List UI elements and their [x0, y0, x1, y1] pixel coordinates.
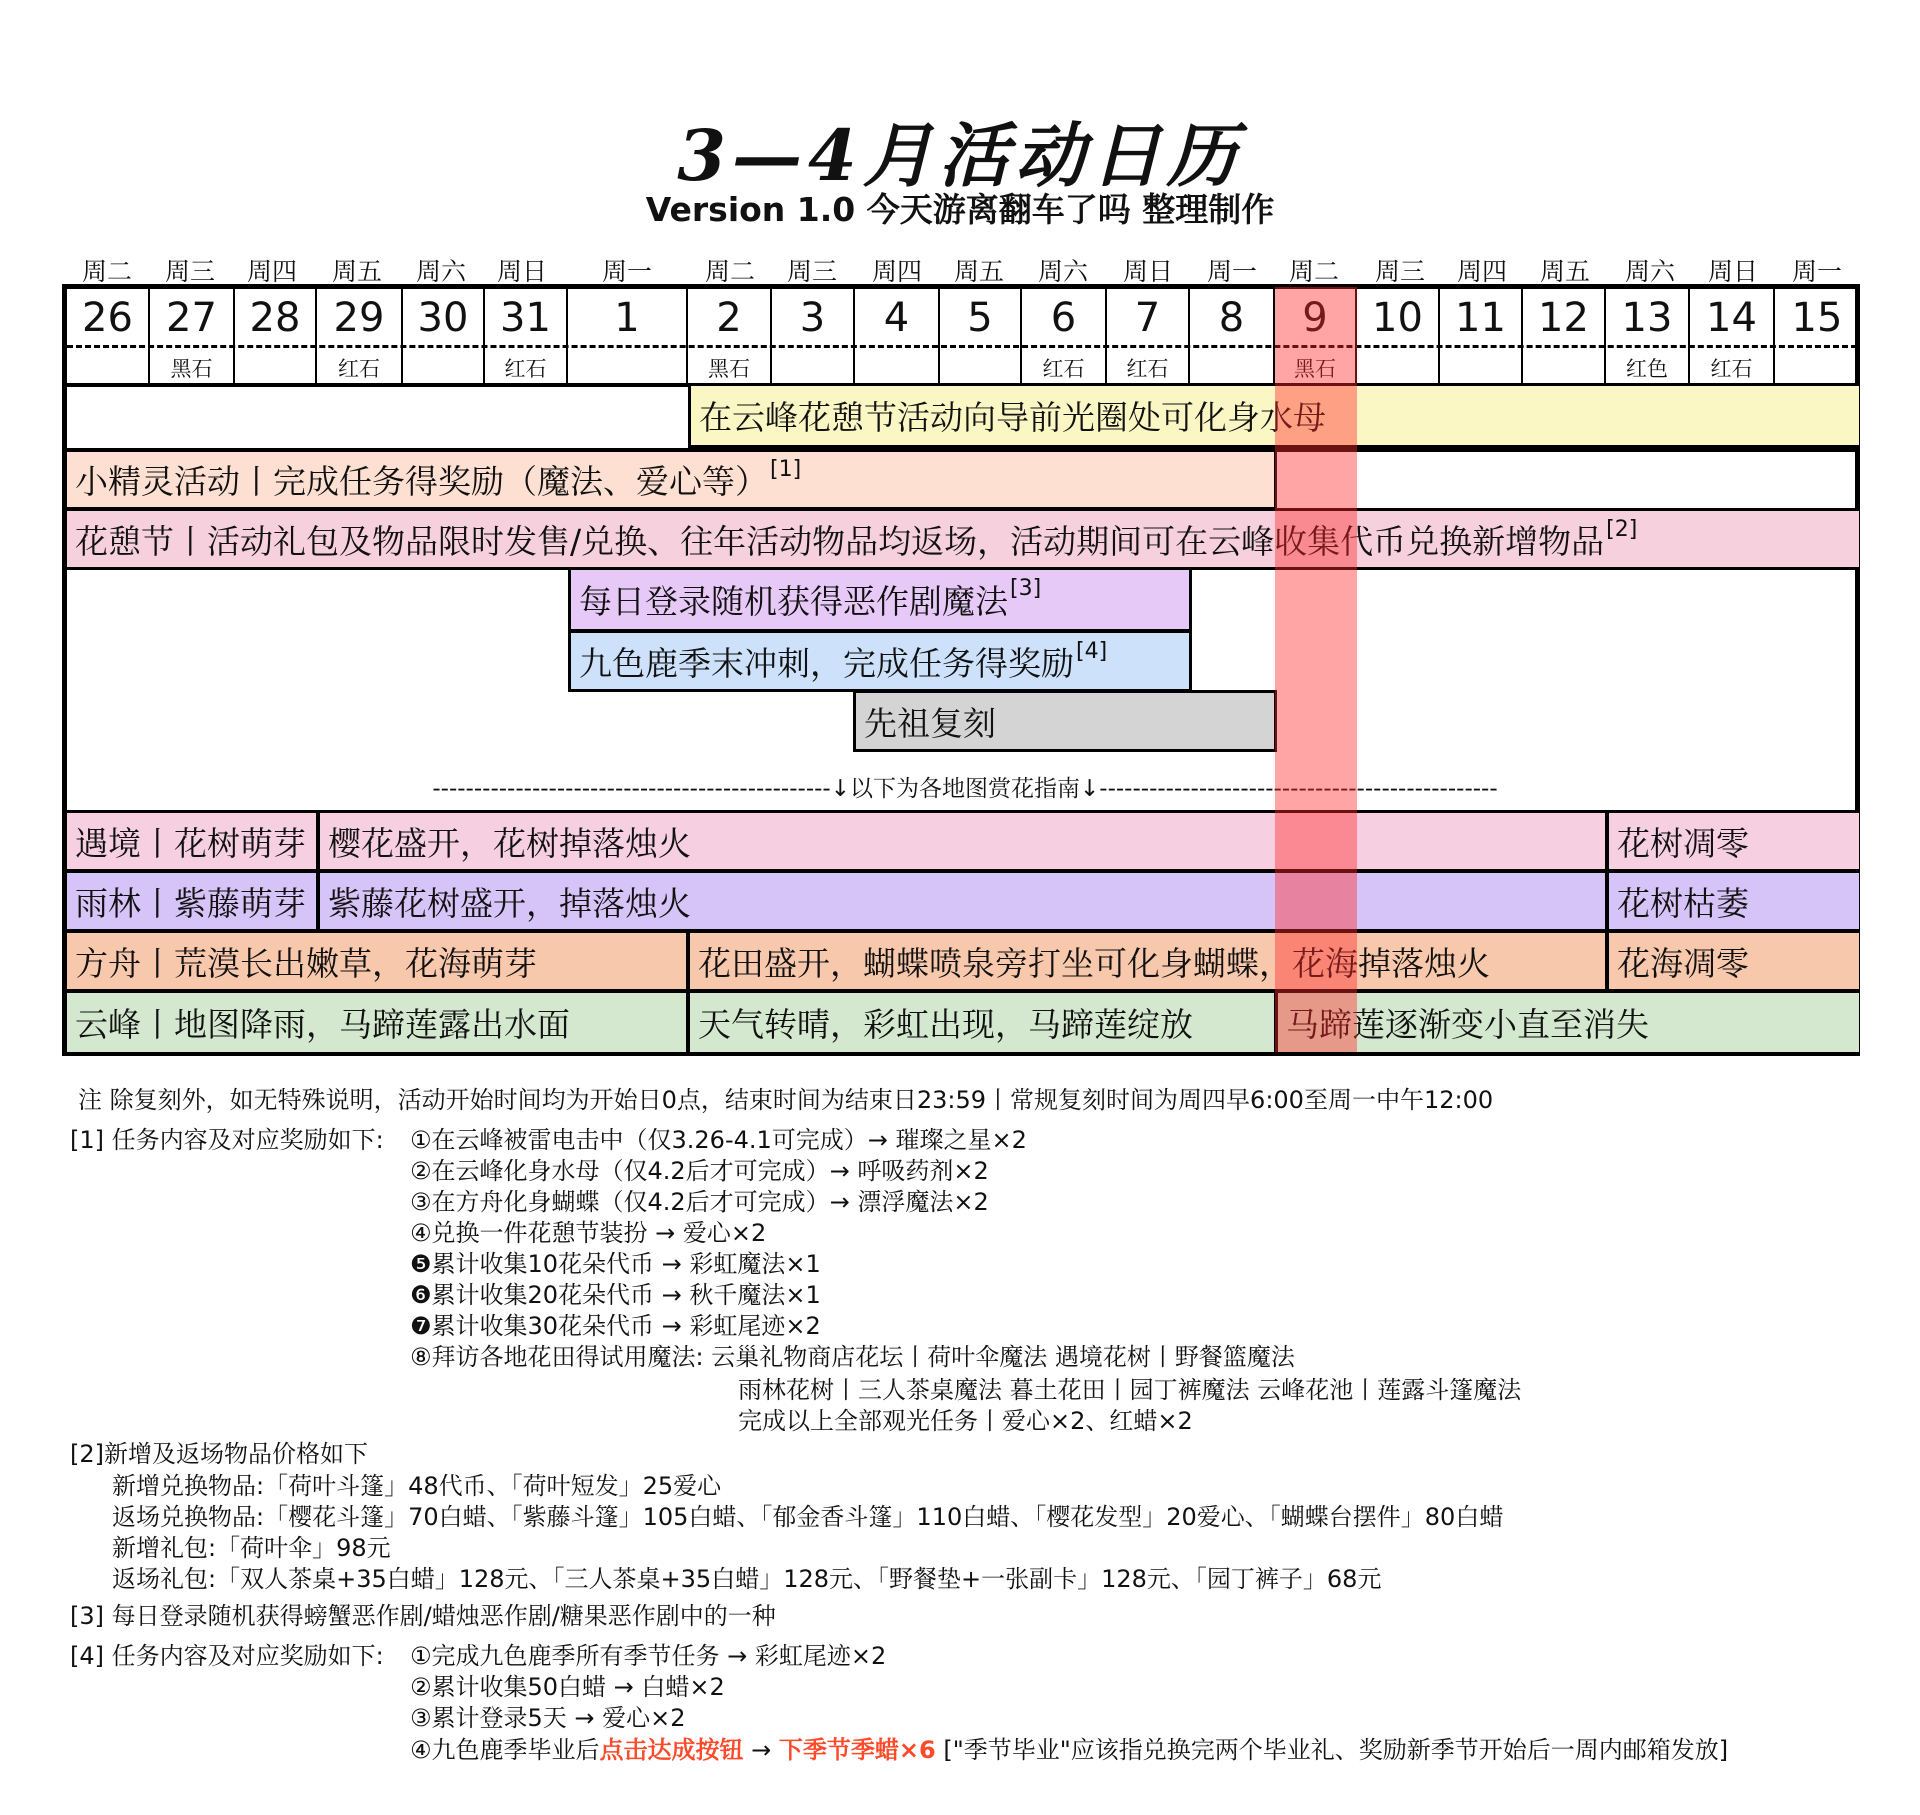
date-number: 5: [967, 295, 993, 341]
footnote-item: ③在方舟化身蝴蝶（仅4.2后才可完成）→ 漂浮魔法×2: [410, 1188, 989, 1216]
date-divider: [67, 345, 1857, 348]
footnote-4-item-text: ④九色鹿季毕业后: [410, 1736, 600, 1764]
weekday-label: 周二: [1288, 257, 1339, 286]
stone-label: 黑石: [708, 357, 750, 381]
event-deer-label: 九色鹿季末冲刺，完成任务得奖励: [579, 643, 1074, 683]
weekday-label: 周二: [81, 257, 132, 286]
weekday-label: 周日: [1122, 257, 1173, 286]
weekday-label: 周一: [1206, 257, 1257, 286]
weekday-label: 周五: [953, 257, 1004, 286]
forest-phase-1-label: 雨林丨紫藤萌芽: [75, 883, 306, 923]
date-cell: [772, 287, 855, 383]
footnote-4-heading: [4] 任务内容及对应奖励如下:: [70, 1642, 384, 1670]
row-rule: [67, 448, 1857, 452]
forest-phase-2-label: 紫藤花树盛开，掉落烛火: [328, 883, 691, 923]
footnote-1-continuation: 雨林花树丨三人茶桌魔法 暮土花田丨园丁裤魔法 云峰花池丨莲露斗篷魔法: [738, 1376, 1522, 1404]
date-cell: [67, 287, 150, 383]
forest-phase-3: [1606, 870, 1859, 932]
date-cell: [1190, 287, 1275, 383]
date-number: 9: [1302, 295, 1328, 341]
weekday-label: 周四: [1456, 257, 1507, 286]
footnote-item: ③累计登录5天 → 爱心×2: [410, 1704, 686, 1732]
prairie-phase-3-label: 花树凋零: [1617, 823, 1749, 863]
isle-phase-3-label: 马蹄莲逐渐变小直至消失: [1286, 1005, 1649, 1044]
event-festival: [67, 508, 1859, 570]
event-prank-ref: [3]: [1010, 576, 1042, 601]
date-number: 13: [1621, 295, 1673, 341]
footnote-item: ④兑换一件花憩节装扮 → 爱心×2: [410, 1219, 767, 1247]
footnote-item: ⑧拜访各地花田得试用魔法: 云巢礼物商店花坛丨荷叶伞魔法 遇境花树丨野餐篮魔法: [410, 1343, 1295, 1371]
event-deer-ref: [4]: [1076, 639, 1108, 664]
wasteland-phase-1-label: 方舟丨荒漠长出嫩草，花海萌芽: [75, 943, 537, 983]
weekday-label: 周四: [246, 257, 297, 286]
weekday-label: 周六: [1037, 257, 1088, 286]
isle-phase-3: [1275, 990, 1859, 1052]
date-number: 27: [166, 295, 217, 341]
footnote-item: ❻累计收集20花朵代币 → 秋千魔法×1: [410, 1281, 821, 1309]
footnote-4-arrow: →: [743, 1736, 779, 1764]
date-number: 30: [417, 295, 469, 341]
stone-label: 红石: [1126, 357, 1169, 381]
event-ancestor: [853, 690, 1277, 752]
date-cell: [1440, 287, 1523, 383]
prairie-phase-2: [317, 810, 1608, 872]
weekday-label: 周五: [1539, 257, 1590, 286]
prairie-phase-1: [67, 810, 319, 872]
weekday-label: 周三: [164, 257, 215, 286]
date-cell: [403, 287, 485, 383]
date-number: 26: [82, 295, 133, 341]
date-number: 6: [1050, 295, 1077, 341]
wasteland-phase-3-label: 花海凋零: [1617, 943, 1749, 983]
weekday-label: 周日: [1707, 257, 1758, 286]
date-number: 4: [883, 295, 910, 341]
footnote-item: ②累计收集50白蜡 → 白蜡×2: [410, 1673, 725, 1701]
date-cell: [485, 287, 568, 383]
event-spirit: [67, 448, 1277, 510]
footnote-item: ②在云峰化身水母（仅4.2后才可完成）→ 呼吸药剂×2: [410, 1157, 989, 1185]
forest-phase-2: [317, 870, 1608, 932]
stone-label: 红石: [1710, 357, 1753, 381]
date-cell: [940, 287, 1022, 383]
prairie-phase-1-label: 遇境丨花树萌芽: [75, 823, 306, 863]
date-number: 2: [716, 295, 742, 341]
footnote-4-item: [410, 1730, 1728, 1765]
footnote-item: 新增礼包:「荷叶伞」98元: [112, 1534, 391, 1562]
event-festival-ref: [2]: [1606, 517, 1638, 542]
isle-phase-1: [67, 990, 689, 1052]
stone-label: 红石: [504, 357, 547, 381]
date-number: 8: [1218, 295, 1245, 341]
date-cell: [1022, 287, 1107, 383]
date-number: 14: [1706, 295, 1757, 341]
event-spirit-label: 小精灵活动丨完成任务得奖励（魔法、爱心等）: [75, 461, 768, 501]
date-cell: [150, 287, 235, 383]
footnote-item: 返场礼包:「双人茶桌+35白蜡」128元、「三人茶桌+35白蜡」128元、「野餐垫+一张副卡」128元、「园丁裤子」68元: [112, 1565, 1382, 1593]
footnote-item: 新增兑换物品:「荷叶斗篷」48代币、「荷叶短发」25爱心: [112, 1472, 722, 1500]
wasteland-phase-2-label: 花田盛开，蝴蝶喷泉旁打坐可化身蝴蝶，花海掉落烛火: [698, 943, 1490, 983]
date-cell: [317, 287, 403, 383]
event-festival-label: 花憩节丨活动礼包及物品限时发售/兑换、往年活动物品均返场，活动期间可在云峰收集代币兑换新增物品: [75, 521, 1605, 561]
event-spirit-ref: [1]: [770, 457, 802, 482]
forest-phase-1: [67, 870, 319, 932]
wasteland-phase-2: [687, 930, 1608, 992]
forest-phase-3-label: 花树枯萎: [1617, 883, 1749, 923]
weekday-label: 周三: [1374, 257, 1425, 286]
event-deer: [568, 630, 1192, 692]
footnote-item: ❼累计收集30花朵代币 → 彩虹尾迹×2: [410, 1312, 821, 1340]
date-cell: [1357, 287, 1440, 383]
isle-phase-2: [687, 990, 1277, 1052]
date-number: 3: [799, 295, 826, 341]
date-cell: [1606, 287, 1690, 383]
weekday-label: 周四: [871, 257, 922, 286]
weekday-label: 周一: [1791, 257, 1842, 286]
event-jellyfish: [688, 386, 1859, 448]
wasteland-phase-1: [67, 930, 689, 992]
stone-label: 红石: [1042, 357, 1085, 381]
prairie-phase-2-label: 樱花盛开，花树掉落烛火: [328, 823, 691, 863]
event-prank-label: 每日登录随机获得恶作剧魔法: [579, 582, 1008, 621]
general-note: 注 除复刻外，如无特殊说明，活动开始时间均为开始日0点，结束时间为结束日23:59丨常规复刻时间为周四早6:00至周一中午12:00: [78, 1086, 1494, 1114]
footnote-item: ①在云峰被雷电击中（仅3.26-4.1可完成）→ 璀璨之星×2: [410, 1126, 1027, 1154]
footnote-3: [3] 每日登录随机获得螃蟹恶作剧/蜡烛恶作剧/糖果恶作剧中的一种: [70, 1602, 776, 1630]
date-cell: [568, 287, 688, 383]
date-cell: [1690, 287, 1775, 383]
isle-phase-2-label: 天气转晴，彩虹出现，马蹄莲绽放: [698, 1005, 1193, 1044]
date-cell: [855, 287, 940, 383]
stone-label: 红石: [338, 357, 380, 381]
footnote-1-heading: [1] 任务内容及对应奖励如下:: [70, 1126, 384, 1154]
date-cell: [235, 287, 317, 383]
footnote-2-heading: [2]新增及返场物品价格如下: [70, 1440, 368, 1468]
weekday-label: 周六: [1624, 257, 1675, 286]
weekday-label: 周二: [704, 257, 755, 286]
weekday-label: 周一: [601, 257, 652, 286]
date-number: 28: [249, 295, 301, 341]
date-cell: [1523, 287, 1606, 383]
stone-label: 黑石: [1294, 357, 1336, 381]
footnote-item: ①完成九色鹿季所有季节任务 → 彩虹尾迹×2: [410, 1642, 887, 1670]
weekday-label: 周六: [415, 257, 466, 286]
footnote-4-highlight: 下季节季蜡×6: [778, 1736, 936, 1764]
stone-label: 黑石: [170, 357, 213, 381]
footnote-item: 返场兑换物品:「樱花斗篷」70白蜡、「紫藤斗篷」105白蜡、「郁金香斗篷」110白蜡、「樱花发型」20爱心、「蝴蝶台摆件」80白蜡: [112, 1503, 1504, 1531]
date-cell: [1775, 287, 1859, 383]
date-cell: [1107, 287, 1190, 383]
guide-divider: ------------------------------------------------↓以下为各地图赏花指南↓------------------------------------------------: [432, 776, 1498, 802]
date-cell: [688, 287, 772, 383]
prairie-phase-3: [1606, 810, 1859, 872]
page-subtitle: Version 1.0 今天游离翻车了吗 整理制作: [645, 190, 1275, 229]
wasteland-phase-3: [1606, 930, 1859, 992]
date-number: 29: [333, 295, 385, 341]
date-number: 1: [614, 295, 640, 341]
stone-label: 红色: [1626, 357, 1668, 381]
date-number: 10: [1372, 295, 1423, 341]
date-number: 11: [1455, 295, 1506, 341]
footnote-4-remark: ["季节毕业"应该指兑换完两个毕业礼、奖励新季节开始后一周内邮箱发放]: [935, 1736, 1729, 1764]
weekday-label: 周日: [496, 257, 547, 286]
date-number: 15: [1791, 295, 1843, 341]
event-ancestor-label: 先祖复刻: [864, 703, 996, 743]
weekday-label: 周五: [331, 257, 382, 286]
footnote-item: ❺累计收集10花朵代币 → 彩虹魔法×1: [410, 1250, 821, 1278]
date-number: 7: [1134, 295, 1161, 341]
event-prank: [568, 570, 1192, 632]
page-title: 3—4月活动日历: [677, 114, 1243, 197]
today-highlight-column: [1275, 287, 1357, 1052]
footnote-4-highlight: 点击达成按钮: [599, 1736, 744, 1764]
date-number: 31: [500, 295, 551, 341]
event-jellyfish-label: 在云峰花憩节活动向导前光圈处可化身水母: [699, 398, 1326, 437]
footnote-1-continuation: 完成以上全部观光任务丨爱心×2、红蜡×2: [738, 1407, 1193, 1435]
weekday-label: 周三: [786, 257, 837, 286]
date-number: 12: [1538, 295, 1589, 341]
isle-phase-1-label: 云峰丨地图降雨，马蹄莲露出水面: [75, 1005, 570, 1044]
